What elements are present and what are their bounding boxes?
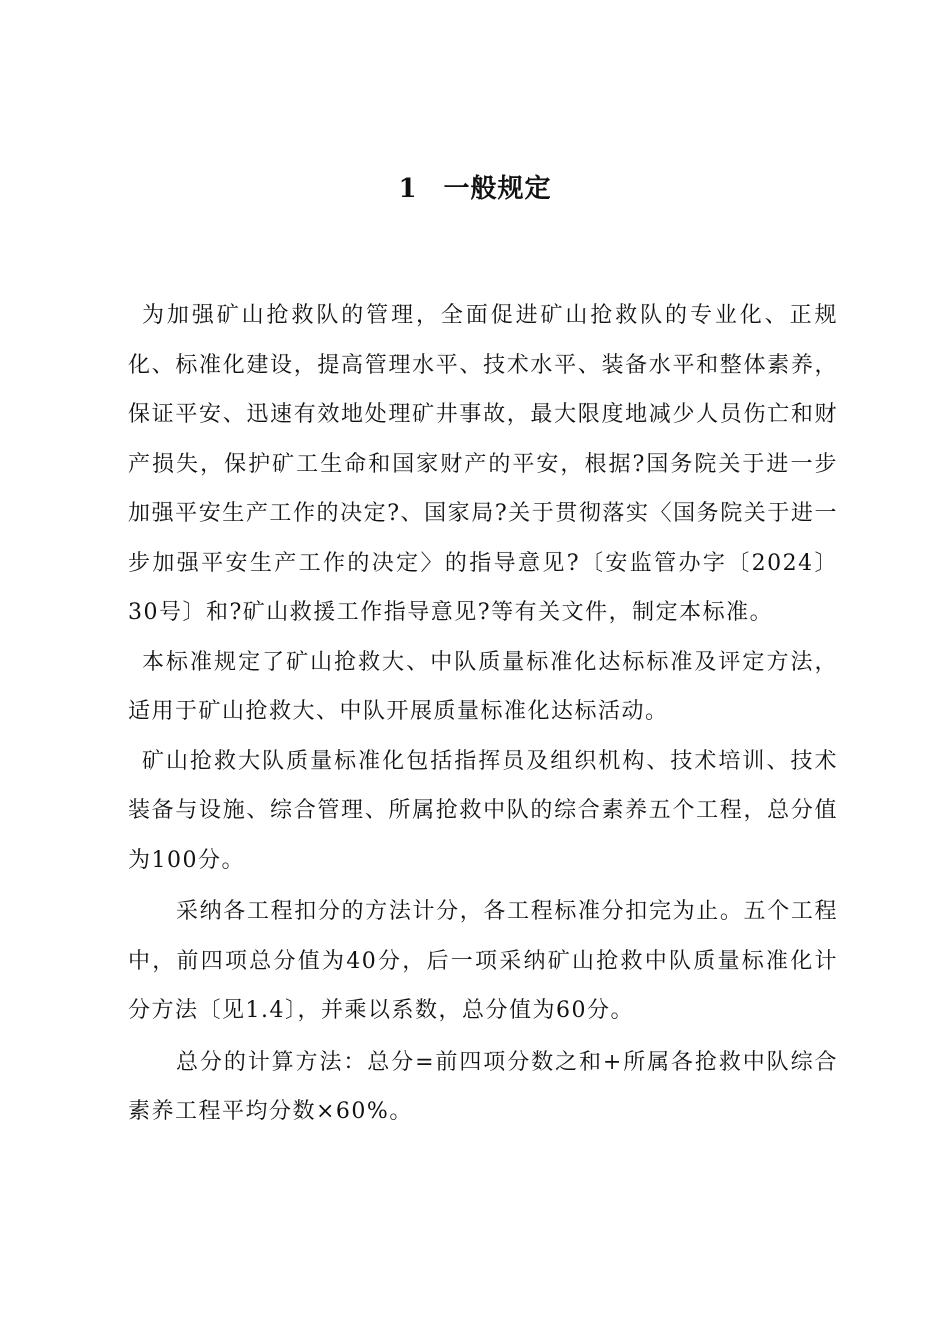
section-number: 1 <box>398 174 418 205</box>
body-text <box>128 291 838 1137</box>
paragraph-scope: 本标准规定了矿山抢救大、中队质量标准化达标标准及评定方法，适用于矿山抢救大、中队开展质量标准化达标活动。 <box>128 649 838 724</box>
paragraph-total-formula: 总分的计算方法：总分=前四项分数之和+所属各抢救中队综合素养工程平均分数×60%。 <box>128 1049 838 1124</box>
section-heading <box>0 169 950 209</box>
paragraph-purpose: 为加强矿山抢救队的管理，全面促进矿山抢救队的专业化、正规化、标准化建设，提高管理水平、技术水平、装备水平和整体素养，保证平安、迅速有效地处理矿井事故，最大限度地减少人员伤亡和财产损失，保护矿工生命和国家财产的平安，根据?国务院关于进一步加强平安生产工作的决定?、国家局?关于贯彻落实〈国务院关于进一步加强平安生产工作的决定〉的指导意见?〔安监管办字〔2024〕30号〕和?矿山救援工作指导意见?等有关文件，制定本标准。 <box>128 303 838 625</box>
section-title-text: 一般规定 <box>443 174 552 205</box>
paragraph-components: 矿山抢救大队质量标准化包括指挥员及组织机构、技术培训、技术装备与设施、综合管理、所属抢救中队的综合素养五个工程，总分值为100分。 <box>128 748 838 873</box>
paragraph-scoring-method: 采纳各工程扣分的方法计分，各工程标准分扣完为止。五个工程中，前四项总分值为40分，后一项采纳矿山抢救中队质量标准化计分方法〔见1.4〕，并乘以系数，总分值为60分。 <box>128 899 838 1023</box>
